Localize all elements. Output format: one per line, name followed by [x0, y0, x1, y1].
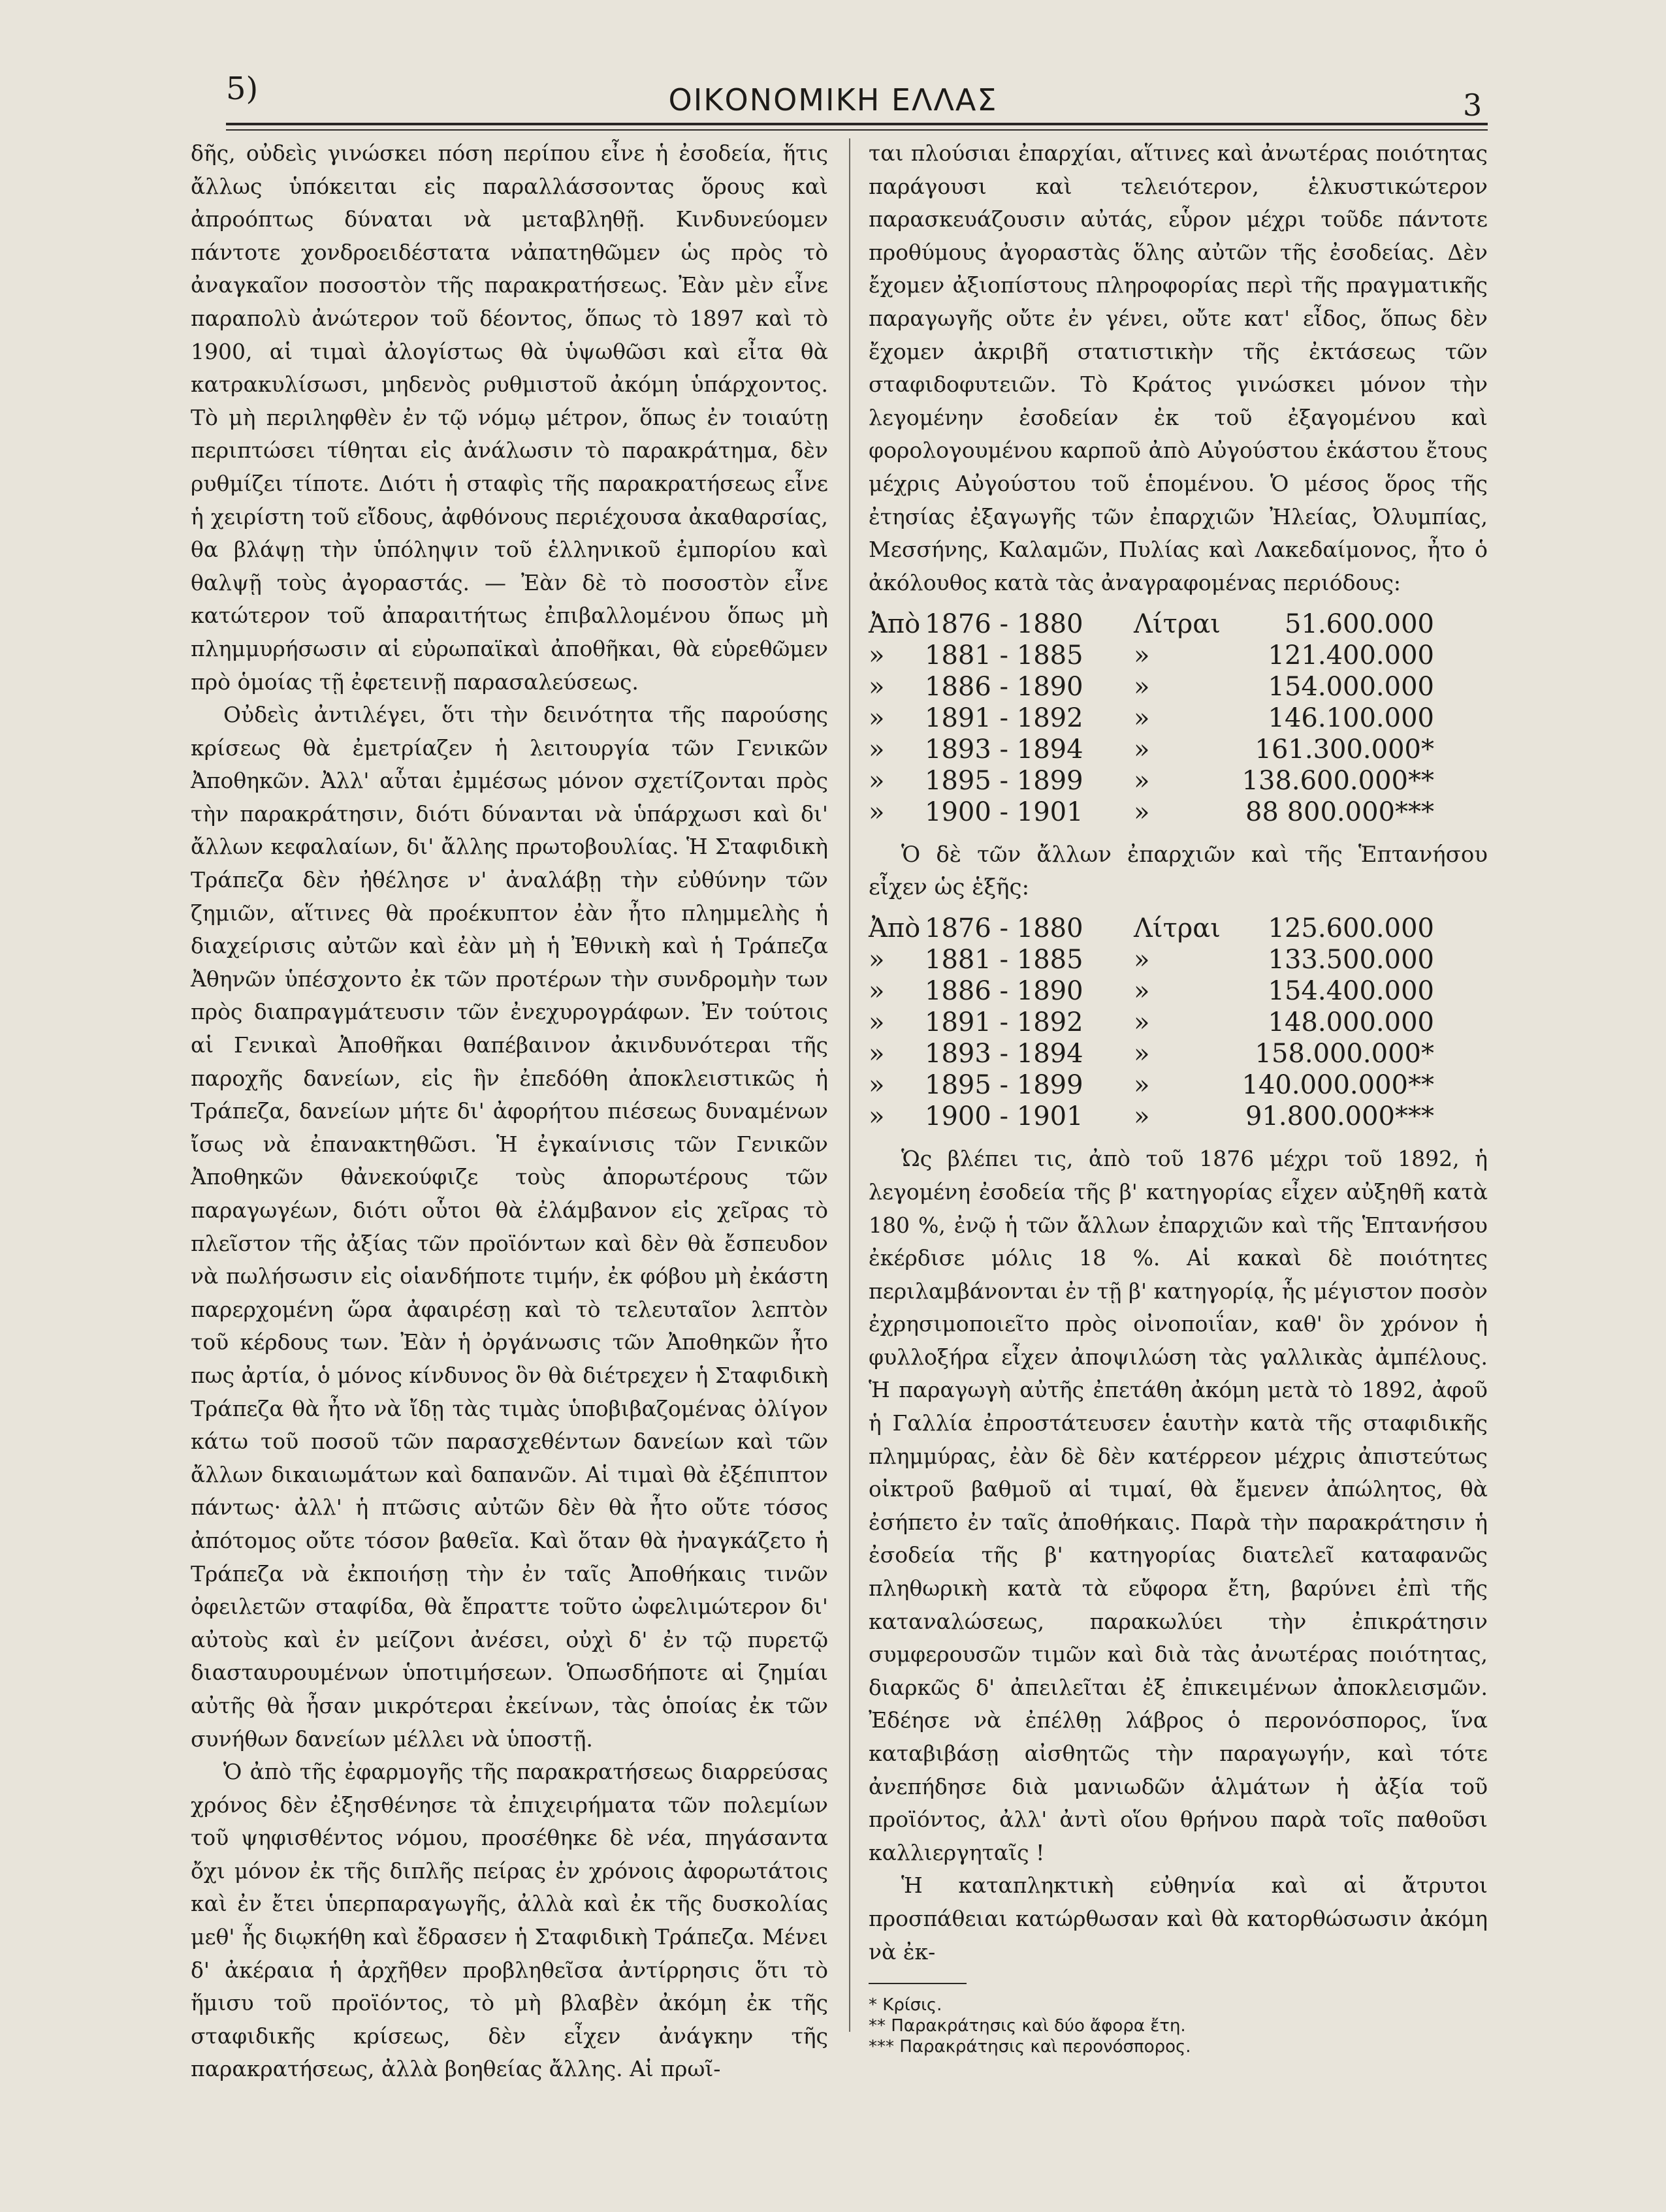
table-row	[869, 944, 1488, 975]
row-years: 1895 - 1899	[925, 1070, 1083, 1101]
row-prefix: »	[869, 1039, 885, 1069]
row-unit: »	[1134, 1070, 1150, 1101]
row-value: 138.600.000**	[1241, 766, 1434, 797]
header-rule-thin	[226, 129, 1488, 131]
row-prefix: »	[869, 945, 885, 975]
row-unit: »	[1134, 735, 1150, 765]
row-years: 1891 - 1892	[925, 1007, 1083, 1038]
row-value: 154.400.000	[1268, 976, 1434, 1007]
row-prefix: »	[869, 976, 885, 1007]
export-table-2	[869, 913, 1488, 1132]
row-unit: »	[1134, 1101, 1150, 1132]
export-table-1	[869, 608, 1488, 828]
row-years: 1886 - 1890	[925, 672, 1083, 703]
row-unit: »	[1134, 1007, 1150, 1038]
row-prefix: »	[869, 1101, 885, 1132]
table-row	[869, 975, 1488, 1007]
row-years: 1881 - 1885	[925, 945, 1083, 975]
row-unit: »	[1134, 672, 1150, 703]
row-prefix: »	[869, 703, 885, 734]
row-years: 1876 - 1880	[925, 913, 1083, 944]
row-value: 140.000.000**	[1241, 1070, 1434, 1101]
row-prefix: »	[869, 1070, 885, 1101]
table-row	[869, 797, 1488, 828]
row-unit: Λίτραι	[1134, 913, 1221, 944]
row-years: 1893 - 1894	[925, 1039, 1083, 1069]
row-unit: »	[1134, 976, 1150, 1007]
paragraph: Οὐδεὶς ἀντιλέγει, ὅτι τὴν δεινότητα τῆς παρούσης κρίσεως θὰ ἐμετρίαζεν ἡ λειτουργία τῶν Γενικῶν Ἀποθηκῶν. Ἀλλ' αὗται ἐμμέσως μόνον σχετίζονται πρὸς τὴν παρακράτησιν, διότι δύνανται νὰ ὑπάρχωσι καὶ δι' ἄλλων κεφαλαίων, δι' ἄλλης πρωτοβουλίας. Ἡ Σταφιδικὴ Τράπεζα δὲν ἠθέλησε ν' ἀναλάβῃ τὴν εὐθύνην τῶν ζημιῶν, αἵτινες θὰ προέκυπτον ἐὰν ἦτο πλημμελὴς ἡ διαχείρισις αὐτῶν καὶ ἐὰν μὴ ἡ Ἐθνικὴ καὶ ἡ Τράπεζα Ἀθηνῶν ὑπέσχοντο ἐκ τῶν προτέρων τὴν συνδρομὴν των πρὸς διαπραγμάτευσιν τῶν ἐνεχυρογράφων. Ἐν τούτοις αἱ Γενικαὶ Ἀποθῆκαι θαπέβαινον ἀκινδυνότεραι τῆς παροχῆς δανείων, εἰς ἣν ἐπεδόθη ἀποκλειστικῶς ἡ Τράπεζα, δανείων μήτε δι' ἀφορήτου πιέσεως δυναμένων ἴσως νὰ ἐπανακτηθῶσι. Ἡ ἐγκαίνισις τῶν Γενικῶν Ἀποθηκῶν θἀνεκούφιζε τοὺς ἀπορωτέρους τῶν παραγωγέων, διότι οὗτοι θὰ ἐλάμβανον εἰς χεῖρας τὸ πλεῖστον τῆς ἀξίας τῶν προϊόντων καὶ δὲν θὰ ἔσπευδον νὰ πωλήσωσιν εἰς οἱανδήποτε τιμήν, ἐκ φόβου μὴ ἐκάστη παρερχομένη ὥρα ἀφαιρέσῃ καὶ τὸ τελευταῖον λεπτὸν τοῦ κέρδους των. Ἐὰν ἡ ὀργάνωσις τῶν Ἀποθηκῶν ἦτο πως ἀρτία, ὁ μόνος κίνδυνος ὃν θὰ διέτρεχεν ἡ Σταφιδικὴ Τράπεζα θὰ ἦτο νὰ ἴδῃ τὰς τιμὰς ὑποβιβαζομένας ὀλίγον κάτω τοῦ ποσοῦ τῶν παρασχεθέντων δανείων καὶ τῶν ἄλλων δικαιωμάτων καὶ δαπανῶν. Αἱ τιμαὶ θὰ ἐξέπιπτον πάντως· ἀλλ' ἡ πτῶσις αὐτῶν δὲν θὰ ἦτο οὔτε τόσος ἀπότομος οὔτε τόσον βαθεῖα. Καὶ ὅταν θὰ ἠναγκάζετο ἡ Τράπεζα νὰ ἐκποιήσῃ τὴν ἐν ταῖς Ἀποθήκαις τινῶν ὀφειλετῶν σταφίδα, θὰ ἔπραττε τοῦτο ὠφελιμώτερον δι' αὐτοὺς καὶ ἐν μείζονι ἀνέσει, οὐχὶ δ' ἐν τῷ πυρετῷ διασταυρουμένων ὑποτιμήσεων. Ὁπωσδήποτε αἱ ζημίαι αὐτῆς θὰ ἦσαν μικρότεραι ἐκείνων, τὰς ὁποίας ἐκ τῶν συνήθων δανείων μέλλει νὰ ὑποστῇ.	[191, 702, 828, 1752]
paragraph: Ὡς βλέπει τις, ἀπὸ τοῦ 1876 μέχρι τοῦ 1892, ἡ λεγομένη ἐσοδεία τῆς β' κατηγορίας εἶχεν αὐξηθῆ κατὰ 180 %, ἐνῷ ἡ τῶν ἄλλων ἐπαρχιῶν καὶ τῆς Ἑπτανήσου ἐκέρδισε μόλις 18 %. Αἱ κακαὶ δὲ ποιότητες περιλαμβάνονται ἐν τῇ β' κατηγορίᾳ, ἧς μέγιστον ποσὸν ἐχρησιμοποιεῖτο πρὸς οἰνοποιΐαν, καθ' ὃν χρόνον ἡ φυλλοξήρα εἶχεν ἀποψιλώση τὰς γαλλικὰς ἀμπέλους. Ἡ παραγωγὴ αὐτῆς ἐπετάθη ἀκόμη μετὰ τὸ 1892, ἀφοῦ ἡ Γαλλία ἐπροστάτευσεν ἑαυτὴν κατὰ τῆς σταφιδικῆς πλημμύρας, ἐὰν δὲ δὲν κατέρρεον μέχρις ἀπιστεύτως οἰκτροῦ βαθμοῦ αἱ τιμαί, θὰ ἔμενεν ἀπώλητος, θὰ ἐσήπετο ἐν ταῖς ἀποθήκαις. Παρὰ τὴν παρακράτησιν ἡ ἐσοδεία τῆς β' κατηγορίας διατελεῖ καταφανῶς πληθωρικὴ κατὰ τὰ εὔφορα ἔτη, βαρύνει ἐπὶ τῆς καταναλώσεως, παρακωλύει τὴν ἐπικράτησιν συμφερουσῶν τιμῶν καὶ διὰ τὰς ἀνωτέρας ποιότητας, διαρκῶς δ' ἀπειλεῖται ἐξ ἐπικειμένων ἀποκλεισμῶν. Ἐδέησε νὰ ἐπέλθῃ λάβρος ὁ περονόσπορος, ἵνα καταβιβάσῃ αἰσθητῶς τὴν παραγωγήν, καὶ τότε ἀνεπήδησε διὰ μανιωδῶν ἁλμάτων ἡ ἀξία τοῦ προϊόντος, ἀλλ' ἀντὶ οἵου θρήνου παρὰ τοῖς παθοῦσι καλλιεργηταῖς !	[869, 1146, 1488, 1865]
row-value: 88 800.000***	[1245, 797, 1434, 828]
row-value: 154.000.000	[1268, 672, 1434, 703]
row-prefix: »	[869, 640, 885, 671]
left-column	[191, 137, 828, 2086]
table-row	[869, 913, 1488, 944]
row-value: 125.600.000	[1268, 913, 1434, 944]
header-rule	[226, 123, 1488, 125]
page-title: ΟΙΚΟΝΟΜΙΚΗ ΕΛΛΑΣ	[668, 82, 998, 118]
row-value: 161.300.000*	[1255, 735, 1434, 765]
row-years: 1891 - 1892	[925, 703, 1083, 734]
row-years: 1876 - 1880	[925, 609, 1083, 640]
table-row	[869, 703, 1488, 734]
row-unit: Λίτραι	[1134, 609, 1221, 640]
footnote-rule	[869, 1983, 967, 1984]
row-value: 133.500.000	[1268, 945, 1434, 975]
row-prefix: »	[869, 672, 885, 703]
row-years: 1893 - 1894	[925, 735, 1083, 765]
table-row	[869, 671, 1488, 703]
footnote: * Κρίσις.	[869, 1995, 942, 2015]
row-prefix: »	[869, 735, 885, 765]
row-unit: »	[1134, 945, 1150, 975]
paragraph: Ὁ ἀπὸ τῆς ἐφαρμογῆς τῆς παρακρατήσεως διαρρεύσας χρόνος δὲν ἐξησθένησε τὰ ἐπιχειρήματα τῶν πολεμίων τοῦ ψηφισθέντος νόμου, προσέθηκε δὲ νέα, πηγάσαντα ὄχι μόνον ἐκ τῆς διπλῆς πείρας ἐν χρόνοις ἀφορωτάτοις καὶ ἐν ἔτει ὑπερπαραγωγῆς, ἀλλὰ καὶ ἐκ τῆς δυσκολίας μεθ' ἧς διῳκήθη καὶ ἔδρασεν ἡ Σταφιδικὴ Τράπεζα. Μένει δ' ἀκέραια ἡ ἀρχῆθεν προβληθεῖσα ἀντίρρησις ὅτι τὸ ἥμισυ τοῦ προϊόντος, τὸ μὴ βλαβὲν ἀκόμη ἐκ τῆς σταφιδικῆς κρίσεως, δὲν εἶχεν ἀνάγκην τῆς παρακρατήσεως, ἀλλὰ βοηθείας ἄλλης. Αἱ πρωῖ-	[191, 1759, 828, 2082]
table-row	[869, 608, 1488, 640]
table-row	[869, 1101, 1488, 1132]
row-years: 1895 - 1899	[925, 766, 1083, 797]
table-row	[869, 1038, 1488, 1069]
row-unit: »	[1134, 1039, 1150, 1069]
row-value: 148.000.000	[1268, 1007, 1434, 1038]
page-number: 3	[1463, 87, 1482, 123]
footnote: ** Παρακράτησις καὶ δύο ἄφορα ἔτη.	[869, 2016, 1186, 2036]
row-prefix: »	[869, 797, 885, 828]
table-row	[869, 734, 1488, 765]
footnote: *** Παρακράτησις καὶ περονόσπορος.	[869, 2037, 1191, 2057]
row-years: 1900 - 1901	[925, 1101, 1083, 1132]
table-row	[869, 765, 1488, 797]
table-row	[869, 1069, 1488, 1101]
row-years: 1886 - 1890	[925, 976, 1083, 1007]
row-prefix: Ἀπὸ	[869, 609, 921, 640]
column-divider	[849, 138, 850, 2032]
right-column	[869, 137, 1488, 2057]
row-years: 1900 - 1901	[925, 797, 1083, 828]
row-value: 158.000.000*	[1255, 1039, 1434, 1069]
row-value: 121.400.000	[1268, 640, 1434, 671]
row-value: 91.800.000***	[1245, 1101, 1434, 1132]
issue-number: 5)	[226, 71, 259, 107]
table-row	[869, 640, 1488, 671]
row-prefix: »	[869, 1007, 885, 1038]
row-years: 1881 - 1885	[925, 640, 1083, 671]
row-value: 51.600.000	[1284, 609, 1434, 640]
paragraph: ται πλούσιαι ἐπαρχίαι, αἵτινες καὶ ἀνωτέρας ποιότητας παράγουσι καὶ τελειότερον, ἑλκυστικώτερον παρασκευάζουσιν αὐτάς, εὗρον μέχρι τοῦδε πάντοτε προθύμους ἀγοραστὰς ὅλης αὐτῶν τῆς ἐσοδείας. Δὲν ἔχομεν ἀξιοπίστους πληροφορίας περὶ τῆς πραγματικῆς παραγωγῆς οὔτε ἐν γένει, οὔτε κατ' εἶδος, ὅπως δὲν ἔχομεν ἀκριβῆ στατιστικὴν τῆς ἐκτάσεως τῶν σταφιδοφυτειῶν. Τὸ Κράτος γινώσκει μόνον τὴν λεγομένην ἐσοδείαν ἐκ τοῦ ἐξαγομένου καὶ φορολογουμένου καρποῦ ἀπὸ Αὐγούστου ἑκάστου ἔτους μέχρις Αὐγούστου τοῦ ἑπομένου. Ὁ μέσος ὅρος τῆς ἐτησίας ἐξαγωγῆς τῶν ἐπαρχιῶν Ἠλείας, Ὀλυμπίας, Μεσσήνης, Καλαμῶν, Πυλίας καὶ Λακεδαίμονος, ἦτο ὁ ἀκόλουθος κατὰ τὰς ἀναγραφομένας περιόδους:	[869, 140, 1488, 595]
row-unit: »	[1134, 640, 1150, 671]
paragraph: Ὁ δὲ τῶν ἄλλων ἐπαρχιῶν καὶ τῆς Ἑπτανήσου εἶχεν ὡς ἑξῆς:	[869, 842, 1488, 901]
table-row	[869, 1007, 1488, 1038]
paragraph: Ἡ καταπληκτικὴ εὐθηνία καὶ αἱ ἄτρυτοι προσπάθειαι κατώρθωσαν καὶ θὰ κατορθώσωσιν ἀκόμη νὰ ἐκ-	[869, 1872, 1488, 1965]
paragraph: δῆς, οὐδεὶς γινώσκει πόση περίπου εἶνε ἡ ἐσοδεία, ἥτις ἄλλως ὑπόκειται εἰς παραλλάσσοντας ὅρους καὶ ἀπροόπτως δύναται νὰ μεταβληθῇ. Κινδυνεύομεν πάντοτε χονδροειδέστατα νἀπατηθῶμεν ὡς πρὸς τὸ ἀναγκαῖον ποσοστὸν τῆς παρακρατήσεως. Ἐὰν μὲν εἶνε παραπολὺ ἀνώτερον τοῦ δέοντος, ὅπως τὸ 1897 καὶ τὸ 1900, αἱ τιμαὶ ἀλογίστως θὰ ὑψωθῶσι καὶ εἶτα θὰ κατρακυλίσωσι, μηδενὸς ρυθμιστοῦ ἀκόμη ὑπάρχοντος. Τὸ μὴ περιληφθὲν ἐν τῷ νόμῳ μέτρον, ὅπως ἐν τοιαύτῃ περιπτώσει τίθηται εἰς ἀνάλωσιν τὸ παρακράτημα, δὲν ρυθμίζει τίποτε. Διότι ἡ σταφὶς τῆς παρακρατήσεως εἶνε ἡ χειρίστη τοῦ εἴδους, ἀφθόνους περιέχουσα ἀκαθαρσίας, θα βλάψῃ τὴν ὑπόληψιν τοῦ ἑλληνικοῦ ἐμπορίου καὶ θαλψῇ τοὺς ἀγοραστάς. — Ἐὰν δὲ τὸ ποσοστὸν εἶνε κατώτερον τοῦ ἀπαραιτήτως ἐπιβαλλομένου ὅπως μὴ πλημμυρήσωσιν αἱ εὐρωπαϊκαὶ ἀποθῆκαι, θὰ εὑρεθῶμεν πρὸ ὁμοίας τῇ ἐφετεινῇ παρασαλεύσεως.	[191, 140, 828, 695]
row-prefix: Ἀπὸ	[869, 913, 921, 944]
row-unit: »	[1134, 797, 1150, 828]
row-unit: »	[1134, 703, 1150, 734]
row-unit: »	[1134, 766, 1150, 797]
row-prefix: »	[869, 766, 885, 797]
row-value: 146.100.000	[1268, 703, 1434, 734]
